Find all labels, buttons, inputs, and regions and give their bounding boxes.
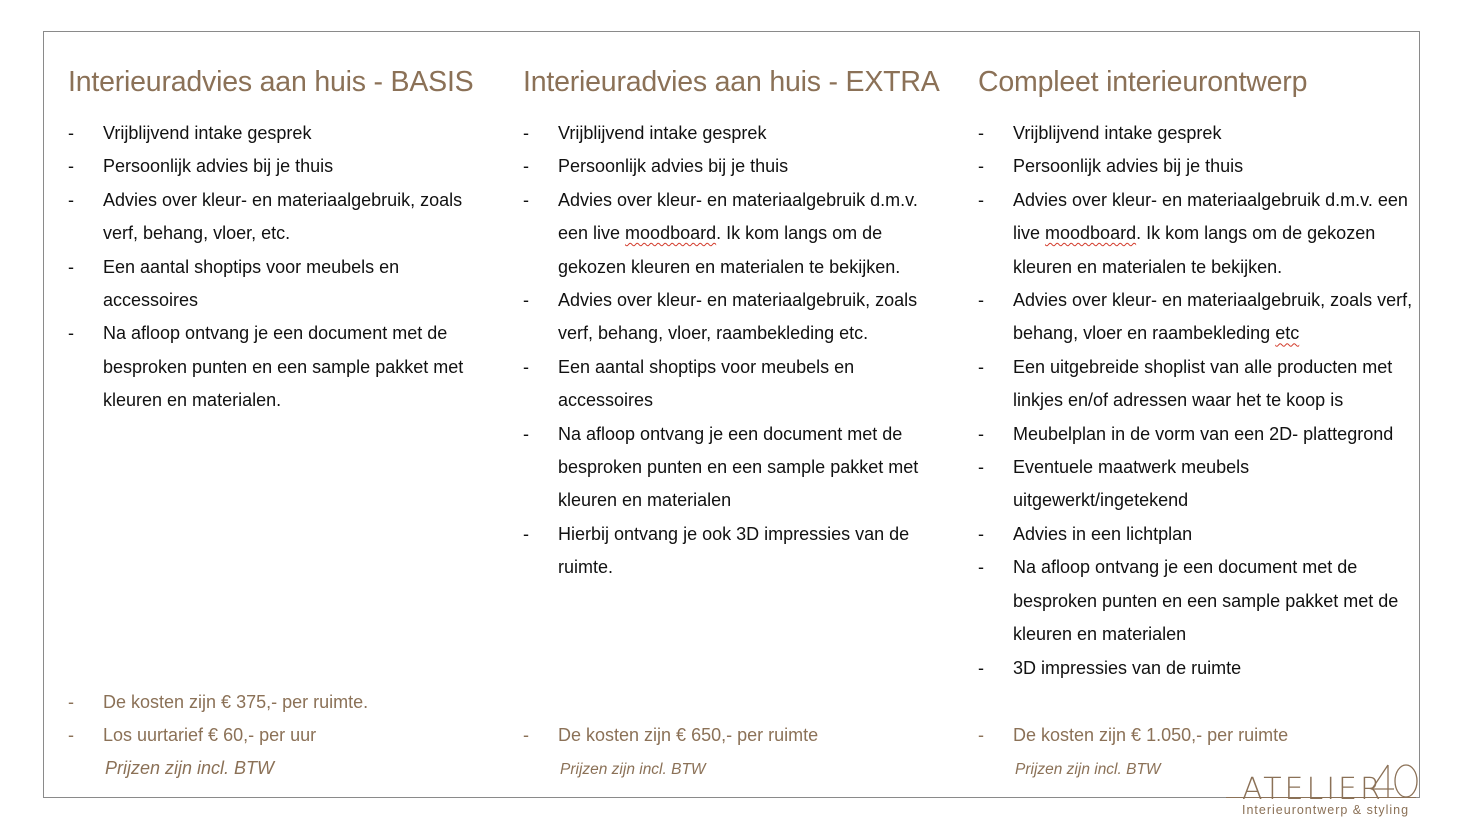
spellcheck-word: moodboard [625,223,717,244]
list-item: - Vrijblijvend intake gesprek [523,117,943,150]
list-item: - Eventuele maatwerk meubels uitgewerkt/ingetekend [978,451,1418,518]
price-line: - De kosten zijn € 1.050,- per ruimte [978,719,1288,752]
package-title: Compleet interieurontwerp [978,66,1308,98]
list-item: - Een aantal shoptips voor meubels en accessoires [68,251,488,318]
list-item: - 3D impressies van de ruimte [978,652,1418,685]
list-item: - Meubelplan in de vorm van een 2D- plattegrond [978,418,1418,451]
item-text: Advies over kleur- en materiaalgebruik d.m.v. een live [1013,189,1408,244]
feature-list [68,117,488,418]
list-item: - Een uitgebreide shoplist van alle producten met linkjes en/of adressen waar het te koop is [978,351,1418,418]
list-item [523,184,943,284]
list-item: - Advies over kleur- en materiaalgebruik, zoals verf, behang, vloer, etc. [68,184,488,251]
list-item [978,284,1418,351]
list-item: - Advies over kleur- en materiaalgebruik, zoals verf, behang, vloer, raambekleding etc. [523,284,943,351]
list-item: - Hierbij ontvang je ook 3D impressies van de ruimte. [523,518,943,585]
item-text: Advies over kleur- en materiaalgebruik d.m.v. een live [558,189,918,244]
list-item: - Een aantal shoptips voor meubels en accessoires [523,351,943,418]
list-item [978,184,1418,284]
feature-list [523,117,943,585]
feature-list [978,117,1418,685]
list-item: - Vrijblijvend intake gesprek [68,117,488,150]
spellcheck-word: etc [1275,323,1300,344]
atelier40-logo [1226,762,1426,822]
price-line: - De kosten zijn € 650,- per ruimte [523,719,818,752]
vat-note: Prijzen zijn incl. BTW [560,761,706,778]
logo-40-mark [1366,762,1426,802]
item-text: . Ik kom langs om de gekozen kleuren en materialen te bekijken. [558,223,901,277]
logo-tagline: Interieurontwerp & styling [1242,803,1410,817]
list-item: - Na afloop ontvang je een document met de besproken punten en een sample pakket met kleuren en materialen [523,418,943,518]
list-item: - Persoonlijk advies bij je thuis [523,150,943,183]
list-item: - Na afloop ontvang je een document met de besproken punten en een sample pakket met de kleuren en materialen [978,551,1418,651]
item-text: . Ik kom langs om de gekozen kleuren en materialen te bekijken. [1013,223,1376,277]
list-item: - Advies in een lichtplan [978,518,1418,551]
list-item: - Persoonlijk advies bij je thuis [978,150,1418,183]
list-item: - Persoonlijk advies bij je thuis [68,150,488,183]
vat-note: Prijzen zijn incl. BTW [105,758,275,778]
price-line: - De kosten zijn € 375,- per ruimte. [68,686,368,719]
package-title: Interieuradvies aan huis - BASIS [68,66,474,98]
item-text: Advies over kleur- en materiaalgebruik, zoals verf, behang, vloer en raambekleding [1013,290,1413,344]
hourly-rate-line: - Los uurtarief € 60,- per uur [68,719,316,752]
list-item: - Vrijblijvend intake gesprek [978,117,1418,150]
vat-note: Prijzen zijn incl. BTW [1015,761,1161,778]
package-title: Interieuradvies aan huis - EXTRA [523,66,940,98]
spellcheck-word: moodboard [1045,223,1137,244]
logo-name: ATELIER [1242,772,1384,807]
list-item: - Na afloop ontvang je een document met de besproken punten en een sample pakket met kleuren en materialen. [68,317,488,417]
